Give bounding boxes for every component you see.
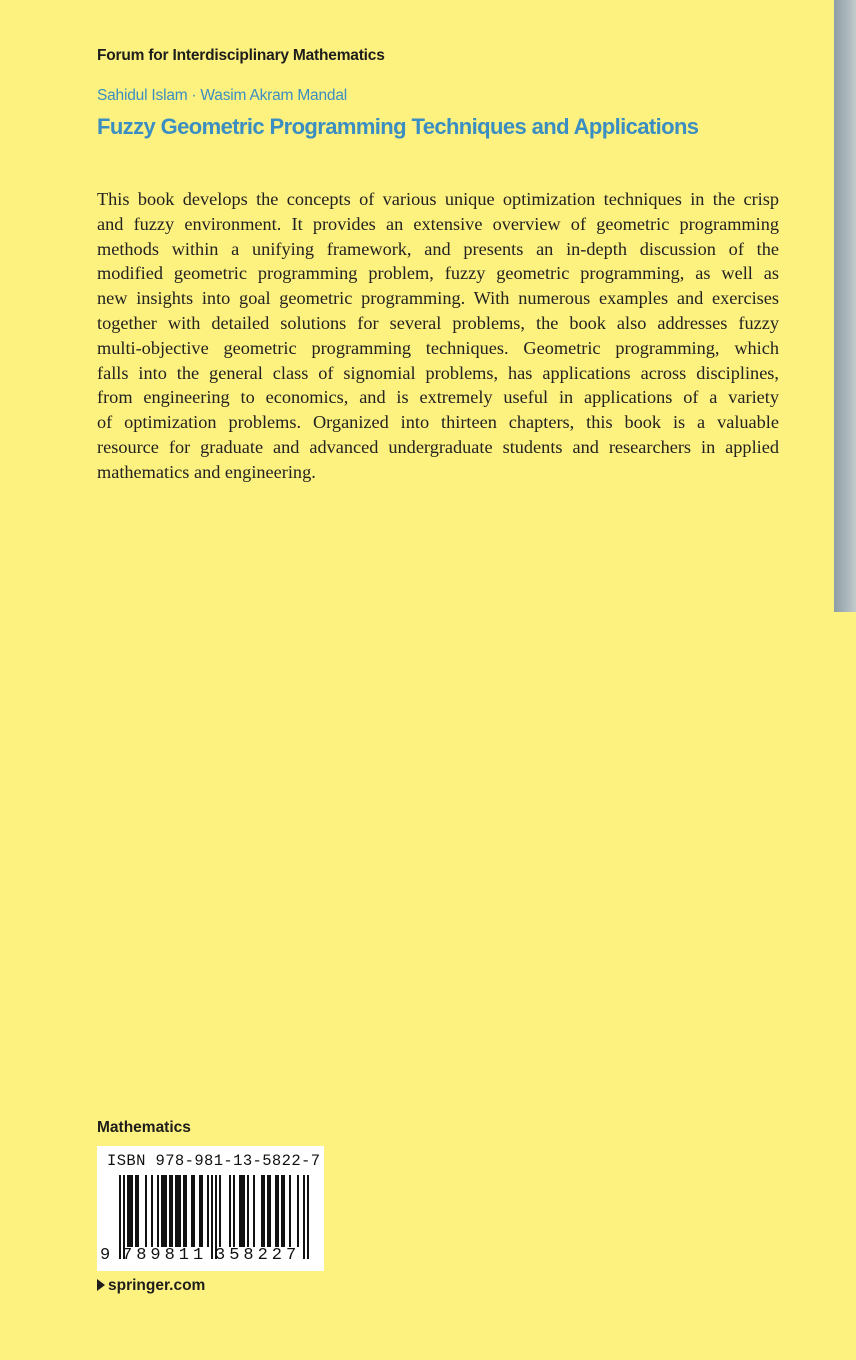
barcode-bar (297, 1175, 299, 1247)
barcode-bar (267, 1175, 269, 1247)
barcode-bar (283, 1175, 285, 1247)
author-name: Wasim Akram Mandal (200, 87, 347, 104)
barcode-bar (171, 1175, 173, 1247)
barcode-bar (151, 1175, 153, 1247)
barcode-bar (239, 1175, 241, 1247)
triangle-right-icon (97, 1279, 105, 1291)
author-name: Sahidul Islam (97, 87, 188, 104)
barcode-bar (229, 1175, 231, 1247)
barcode-bar (185, 1175, 187, 1247)
barcode-bar (269, 1175, 271, 1247)
ean-right-digits: 358227 (215, 1246, 301, 1265)
ean-digits (97, 1246, 324, 1268)
isbn-barcode (97, 1146, 324, 1271)
subject-category: Mathematics (97, 1119, 191, 1136)
description-line: modified geometric programming problem, fuzzy geometric programming, as well as (97, 263, 779, 284)
description-line: multi-objective geometric programming techniques. Geometric programming, which (97, 337, 779, 358)
publisher-website[interactable] (97, 1277, 205, 1295)
series-name: Forum for Interdisciplinary Mathematics (97, 47, 385, 64)
barcode-bar (129, 1175, 131, 1247)
author-separator: · (191, 87, 197, 104)
barcode-bar (175, 1175, 177, 1247)
barcode-bar (281, 1175, 283, 1247)
barcode-bar (247, 1175, 249, 1247)
description-line: resource for graduate and advanced undergraduate students and researchers in applied (97, 436, 779, 457)
barcode-bar (233, 1175, 235, 1247)
description-line: new insights into goal geometric programming. With numerous examples and exercises (97, 288, 779, 309)
barcode-bar (177, 1175, 179, 1247)
barcode-bar (135, 1175, 137, 1247)
barcode-bar (277, 1175, 279, 1247)
barcode-bar (193, 1175, 195, 1247)
barcode-bar (183, 1175, 185, 1247)
barcode-bar (263, 1175, 265, 1247)
spine-grey-band (834, 0, 856, 612)
website-label: springer.com (108, 1277, 206, 1294)
ean-left-digits: 789811 (122, 1246, 208, 1265)
book-description (97, 187, 779, 485)
barcode-bar (145, 1175, 147, 1247)
description-line: falls into the general class of signomial problems, has applications across disciplines, (97, 362, 779, 383)
ean-first-digit: 9 (100, 1246, 111, 1265)
barcode-bar (201, 1175, 203, 1247)
author-line (97, 87, 347, 105)
barcode-bar (253, 1175, 255, 1247)
barcode-bar (163, 1175, 165, 1247)
description-line: This book develops the concepts of various unique optimization techniques in the crisp (97, 189, 779, 209)
description-line: of optimization problems. Organized into thirteen chapters, this book is a valuable (97, 412, 779, 433)
barcode-bar (241, 1175, 243, 1247)
barcode-bar (157, 1175, 159, 1247)
barcode-bar (137, 1175, 139, 1247)
description-line: together with detailed solutions for several problems, the book also addresses fuzzy (97, 312, 779, 333)
description-line: mathematics and engineering. (97, 461, 316, 482)
barcode-bar (161, 1175, 163, 1247)
barcode-bar (191, 1175, 193, 1247)
barcode-bar (289, 1175, 291, 1247)
description-line: and fuzzy environment. It provides an extensive overview of geometric programming (97, 213, 779, 234)
isbn-label: ISBN 978-981-13-5822-7 (107, 1152, 321, 1170)
barcode-bar (261, 1175, 263, 1247)
description-line: methods within a unifying framework, and presents an in-depth discussion of the (97, 238, 779, 259)
barcode-bar (275, 1175, 277, 1247)
barcode-bar (199, 1175, 201, 1247)
barcode-bar (127, 1175, 129, 1247)
book-title: Fuzzy Geometric Programming Techniques and Applications (97, 114, 699, 139)
barcode-bar (219, 1175, 221, 1247)
barcode-bar (169, 1175, 171, 1247)
barcode-bar (165, 1175, 167, 1247)
barcode-bar (131, 1175, 133, 1247)
barcode-bar (179, 1175, 181, 1247)
description-line: from engineering to economics, and is extremely useful in applications of a variety (97, 387, 779, 408)
barcode-bar (207, 1175, 209, 1247)
barcode-bar (243, 1175, 245, 1247)
